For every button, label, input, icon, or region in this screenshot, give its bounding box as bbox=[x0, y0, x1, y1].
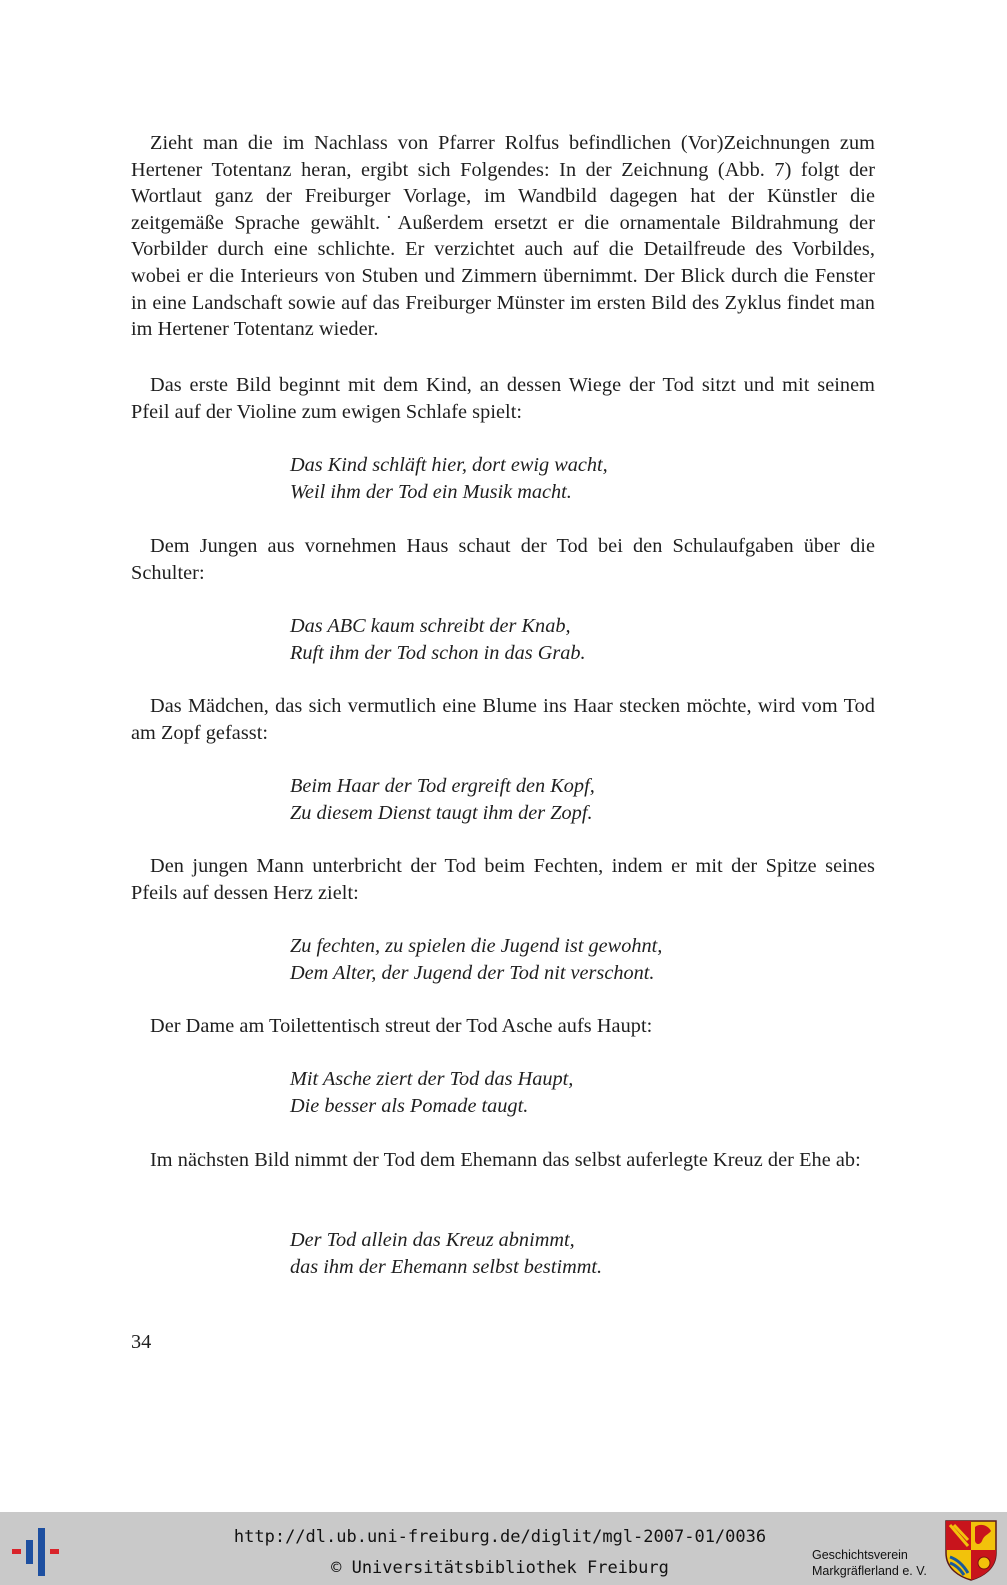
paragraph-2-block bbox=[131, 372, 875, 425]
paragraph-5-block bbox=[131, 853, 875, 906]
verse-1-line-2: Weil ihm der Tod ein Musik macht. bbox=[290, 481, 572, 503]
verse-2-line-2: Ruft ihm der Tod schon in das Grab. bbox=[290, 642, 586, 664]
society-name bbox=[812, 1547, 937, 1579]
society-name-line-1: Geschichtsverein bbox=[812, 1548, 908, 1562]
paragraph-4-block bbox=[131, 693, 875, 746]
paragraph-1-block bbox=[131, 130, 875, 343]
page-number: 34 bbox=[131, 1331, 152, 1353]
verse-6-line-2: das ihm der Ehemann selbst bestimmt. bbox=[290, 1256, 603, 1278]
paragraph-7: Im nächsten Bild nimmt der Tod dem Ehemann das selbst auferlegte Kreuz der Ehe ab: bbox=[150, 1149, 861, 1171]
verse-3-line-2: Zu diesem Dienst taugt ihm der Zopf. bbox=[290, 802, 593, 824]
verse-3-line-1: Beim Haar der Tod ergreift den Kopf, bbox=[290, 775, 595, 797]
verse-3 bbox=[290, 773, 790, 827]
paragraph-4: Das Mädchen, das sich vermutlich eine Blume ins Haar stecken möchte, wird vom Tod am Zopf gefasst: bbox=[131, 695, 875, 744]
paragraph-6: Der Dame am Toilettentisch streut der Tod Asche aufs Haupt: bbox=[150, 1015, 653, 1037]
paragraph-7-block bbox=[131, 1147, 875, 1174]
paragraph-3-block bbox=[131, 533, 875, 586]
verse-4 bbox=[290, 933, 790, 987]
footer-url-link[interactable]: http://dl.ub.uni-freiburg.de/diglit/mgl-2007-01/0036 bbox=[233, 1527, 767, 1547]
paragraph-6-block bbox=[131, 1013, 875, 1040]
paragraph-1: Zieht man die im Nachlass von Pfarrer Rolfus befindlichen (Vor)Zeichnungen zum Hertener Totentanz heran, ergibt sich Folgendes: In der Zeichnung (Abb. 7) folgt der Wortlaut ganz der Freiburger Vorlage, im Wandbild dagegen hat der Künstler die zeitgemäße Sprache gewählt.˙Außerdem ersetzt er die ornamentale Bildrahmung der Vorbilder durch eine schlichte. Er verzichtet auch auf die Detailfreude des Vorbildes, wobei er die Interieurs von Stuben und Zimmern übernimmt. Der Blick durch die Fenster in eine Landschaft sowie auf das Freiburger Münster im ersten Bild des Zyklus findet man im Hertener Totentanz wieder. bbox=[131, 132, 875, 341]
ub-freiburg-logo-icon bbox=[10, 1522, 64, 1576]
verse-2-line-1: Das ABC kaum schreibt der Knab, bbox=[290, 615, 571, 637]
paragraph-5: Den jungen Mann unterbricht der Tod beim Fechten, indem er mit der Spitze seines Pfeils auf dessen Herz zielt: bbox=[131, 855, 875, 904]
verse-6-line-1: Der Tod allein das Kreuz abnimmt, bbox=[290, 1229, 575, 1251]
society-name-line-2: Markgräflerland e. V. bbox=[812, 1564, 927, 1578]
verse-4-line-2: Dem Alter, der Jugend der Tod nit verschont. bbox=[290, 962, 655, 984]
verse-5-line-2: Die besser als Pomade taugt. bbox=[290, 1095, 529, 1117]
verse-4-line-1: Zu fechten, zu spielen die Jugend ist gewohnt, bbox=[290, 935, 663, 957]
verse-2 bbox=[290, 613, 790, 667]
verse-5-line-1: Mit Asche ziert der Tod das Haupt, bbox=[290, 1068, 574, 1090]
paragraph-2: Das erste Bild beginnt mit dem Kind, an dessen Wiege der Tod sitzt und mit seinem Pfeil auf der Violine zum ewigen Schlafe spielt: bbox=[131, 374, 875, 423]
paragraph-3: Dem Jungen aus vornehmen Haus schaut der Tod bei den Schulaufgaben über die Schulter: bbox=[131, 535, 875, 584]
society-crest-icon bbox=[944, 1519, 998, 1581]
verse-5 bbox=[290, 1066, 790, 1120]
verse-1-line-1: Das Kind schläft hier, dort ewig wacht, bbox=[290, 454, 608, 476]
verse-1 bbox=[290, 452, 790, 506]
verse-6 bbox=[290, 1227, 790, 1281]
footer-copyright: © Universitätsbibliothek Freiburg bbox=[331, 1558, 669, 1578]
